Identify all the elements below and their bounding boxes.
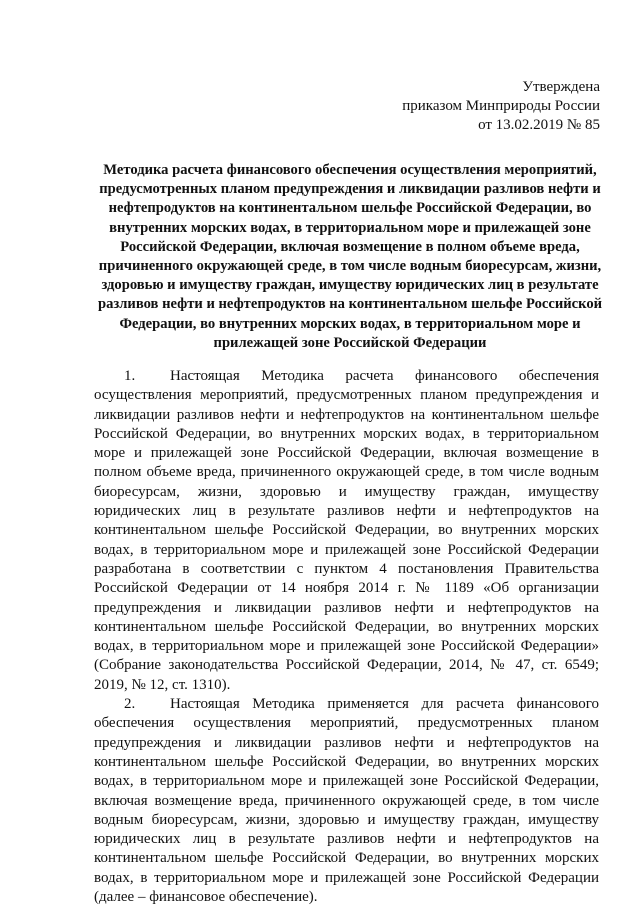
- paragraph-1: [94, 367, 599, 695]
- paragraph-number: 2.: [124, 696, 136, 713]
- document-body: [94, 367, 599, 907]
- document-title: Методика расчета финансового обеспечения осуществления мероприятий, предусмотренных планом предупреждения и ликвидации разливов нефти и нефтепродуктов на континентальном шельфе Российской Федерации, во внутренних морских водах, в территориальном море и прилежащей зоне Российской Федерации, включая возмещение в полном объеме вреда, причиненного окружающей среде, в том числе водным биоресурсам, жизни, здоровью и имуществу граждан, имуществу юридических лиц в результате разливов нефти и нефтепродуктов на континентальном шельфе Российской Федерации, во внутренних морских водах, в территориальном море и прилежащей зоне Российской Федерации: [97, 162, 603, 351]
- paragraph-2: [94, 695, 599, 907]
- paragraph-text: Настоящая Методика применяется для расчета финансового обеспечения осуществления мероприятий, предусмотренных планом предупреждения и ликвидации разливов нефти и нефтепродуктов на континентальном шельфе Российской Федерации, во внутренних морских водах, в территориальном море и прилежащей зоне Российской Федерации, включая возмещение вреда, причиненного окружающей среде, в том числе водным биоресурсам, жизни, здоровью и имуществу граждан, имуществу юридических лиц в результате разливов нефти и нефтепродуктов на континентальном шельфе Российской Федерации, во внутренних морских водах, в территориальном море и прилежащей зоне Российской Федерации (далее – финансовое обеспечение).: [94, 696, 599, 906]
- paragraph-number: 1.: [124, 368, 136, 384]
- approval-stamp: [402, 78, 600, 135]
- approval-line-approved: Утверждена: [522, 79, 600, 95]
- approval-line-order: приказом Минприроды России: [402, 98, 600, 114]
- paragraph-text: Настоящая Методика расчета финансового обеспечения осуществления мероприятий, предусмотренных планом предупреждения и ликвидации разливов нефти и нефтепродуктов на континентальном шельфе Российской Федерации, во внутренних морских водах, в территориальном море и прилежащей зоне Российской Федерации, включая возмещение в полном объеме вреда, причиненного окружающей среде, в том числе водным биоресурсам, жизни, здоровью и имуществу граждан, имуществу юридических лиц в результате разливов нефти и нефтепродуктов на континентальном шельфе Российской Федерации, во внутренних морских водах, в территориальном море и прилежащей зоне Российской Федерации разработана в соответствии с пунктом 4 постановления Правительства Российской Федерации от 14 ноября 2014 г. № 1189 «Об организации предупреждения и ликвидации разливов нефти и нефтепродуктов на континентальном шельфе Российской Федерации, во внутренних морских водах, в территориальном море и прилежащей зоне Российской Федерации» (Собрание законодательства Российской Федерации, 2014, № 47, ст. 6549; 2019, № 12, ст. 1310).: [94, 368, 599, 693]
- approval-line-date: от 13.02.2019 № 85: [478, 117, 600, 133]
